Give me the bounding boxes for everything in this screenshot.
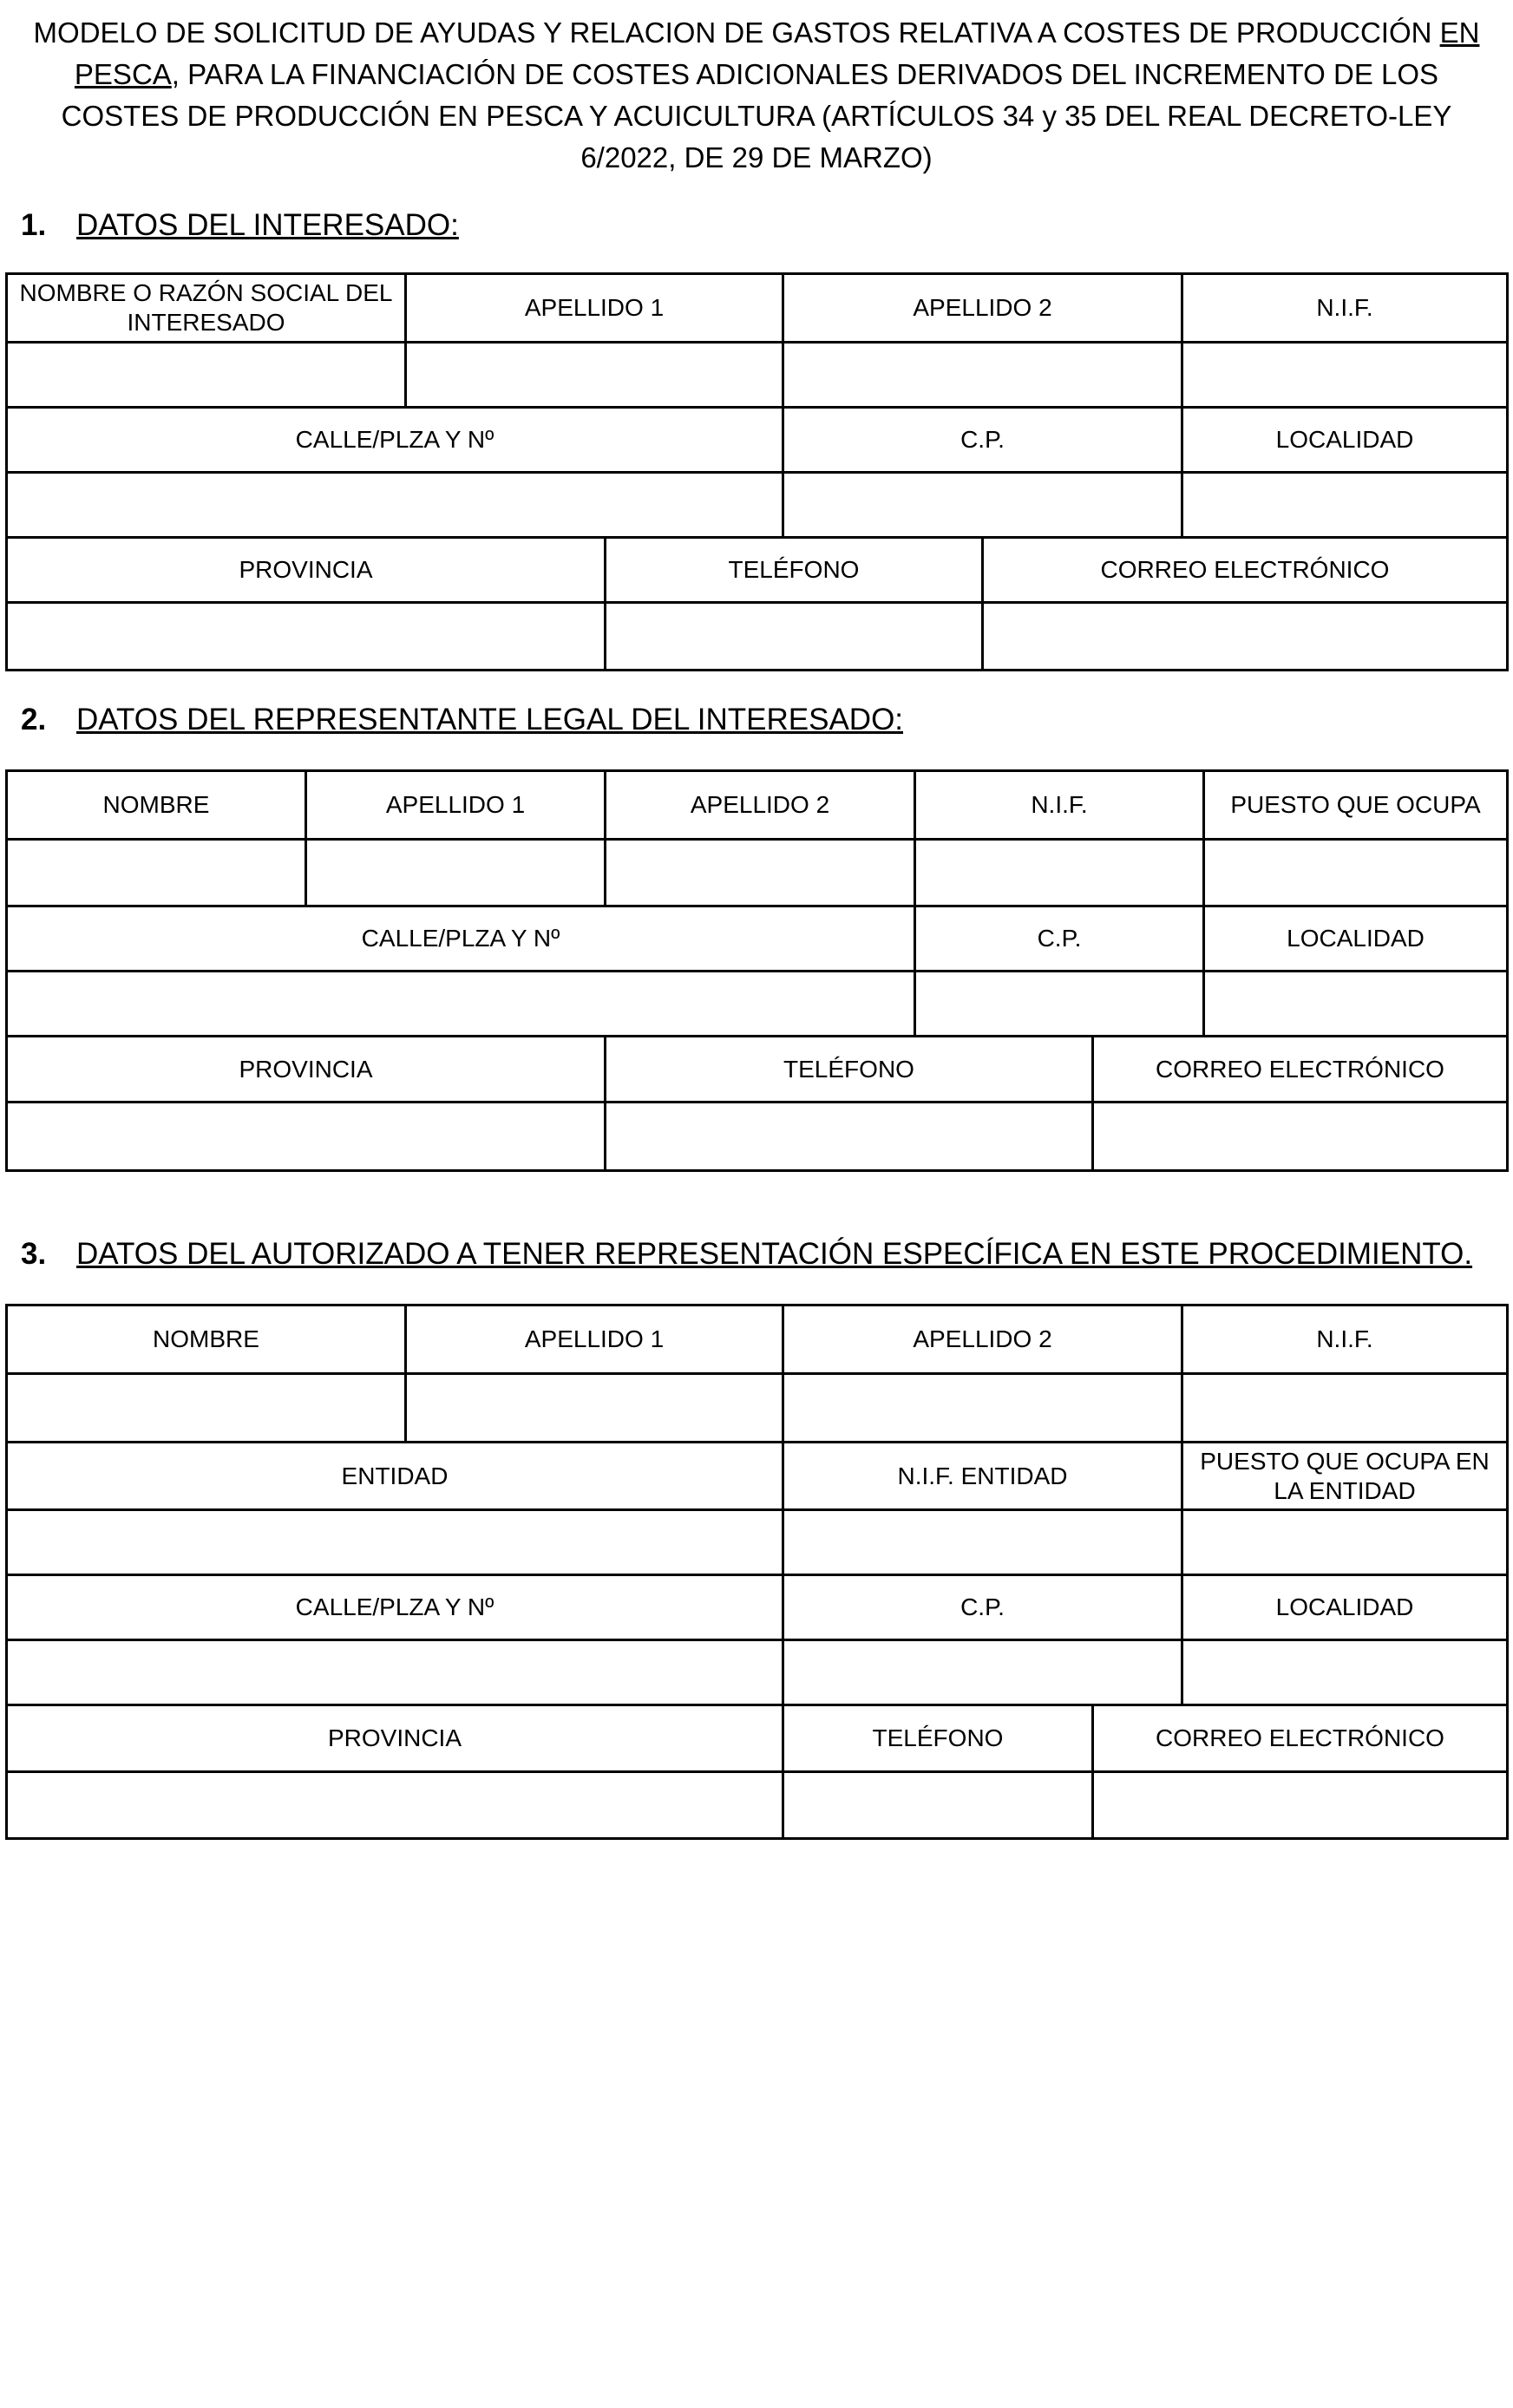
localidad-label: LOCALIDAD xyxy=(1183,409,1509,471)
apellido1-label: APELLIDO 1 xyxy=(407,275,784,341)
table-row xyxy=(8,604,1509,671)
nombre-label: NOMBRE xyxy=(8,772,307,838)
calle-field[interactable] xyxy=(8,1641,784,1704)
correo-label: CORREO ELECTRÓNICO xyxy=(1094,1037,1509,1101)
table-row xyxy=(8,1306,1509,1375)
table-row xyxy=(8,1443,1509,1511)
nif-label: N.I.F. xyxy=(1183,1306,1509,1372)
table-row xyxy=(8,1375,1509,1443)
provincia-field[interactable] xyxy=(8,1103,606,1169)
table-row xyxy=(8,1037,1509,1103)
localidad-label: LOCALIDAD xyxy=(1205,907,1509,970)
nif-label: N.I.F. xyxy=(916,772,1205,838)
apellido1-label: APELLIDO 1 xyxy=(307,772,606,838)
nombre-label: NOMBRE xyxy=(8,1306,407,1372)
calle-label: CALLE/PLZA Y Nº xyxy=(8,907,916,970)
puesto-entidad-field[interactable] xyxy=(1183,1511,1509,1574)
correo-field[interactable] xyxy=(1094,1773,1509,1837)
table-row xyxy=(8,1641,1509,1706)
table-row xyxy=(8,539,1509,604)
provincia-field[interactable] xyxy=(8,604,606,669)
telefono-label: TELÉFONO xyxy=(606,539,984,601)
cp-label: C.P. xyxy=(916,907,1205,970)
correo-label: CORREO ELECTRÓNICO xyxy=(984,539,1509,601)
section-1-table xyxy=(5,272,1509,671)
nif-entidad-field[interactable] xyxy=(784,1511,1183,1574)
provincia-field[interactable] xyxy=(8,1773,784,1837)
nif-field[interactable] xyxy=(1183,1375,1509,1441)
cp-label: C.P. xyxy=(784,1576,1183,1639)
table-row xyxy=(8,1706,1509,1773)
puesto-label: PUESTO QUE OCUPA xyxy=(1205,772,1509,838)
nombre-field[interactable] xyxy=(8,841,307,905)
telefono-field[interactable] xyxy=(606,604,984,669)
correo-field[interactable] xyxy=(984,604,1509,669)
calle-field[interactable] xyxy=(8,972,916,1035)
telefono-label: TELÉFONO xyxy=(784,1706,1094,1770)
localidad-field[interactable] xyxy=(1183,1641,1509,1704)
provincia-label: PROVINCIA xyxy=(8,539,606,601)
apellido1-field[interactable] xyxy=(307,841,606,905)
calle-label: CALLE/PLZA Y Nº xyxy=(8,1576,784,1639)
cp-field[interactable] xyxy=(784,474,1183,536)
table-row xyxy=(8,907,1509,972)
table-row xyxy=(8,409,1509,474)
apellido1-field[interactable] xyxy=(407,344,784,406)
nombre-razon-social-field[interactable] xyxy=(8,344,407,406)
table-row xyxy=(8,474,1509,539)
section-3-table xyxy=(5,1304,1509,1840)
correo-label: CORREO ELECTRÓNICO xyxy=(1094,1706,1509,1770)
nombre-field[interactable] xyxy=(8,1375,407,1441)
nif-field[interactable] xyxy=(1183,344,1509,406)
table-row xyxy=(8,972,1509,1037)
document-title: MODELO DE SOLICITUD DE AYUDAS Y RELACION DE GASTOS RELATIVA A COSTES DE PRODUCCIÓN EN PESCA, PARA LA FINANCIACIÓN DE COSTES ADICIONALES DERIVADOS DEL INCREMENTO DE LOS COSTES DE PRODUCCIÓN EN PESCA Y ACUICULTURA (ARTÍCULOS 34 y 35 DEL REAL DECRETO-LEY 6/2022, DE 29 DE MARZO) xyxy=(33,16,1480,173)
section-2-heading: 2. DATOS DEL REPRESENTANTE LEGAL DEL INTERESADO: xyxy=(21,703,904,736)
cp-field[interactable] xyxy=(784,1641,1183,1704)
section-1-heading: 1. DATOS DEL INTERESADO: xyxy=(21,208,459,242)
cp-label: C.P. xyxy=(784,409,1183,471)
nif-field[interactable] xyxy=(916,841,1205,905)
table-row xyxy=(8,1103,1509,1172)
table-row xyxy=(8,841,1509,907)
telefono-label: TELÉFONO xyxy=(606,1037,1094,1101)
entidad-label: ENTIDAD xyxy=(8,1443,784,1508)
localidad-field[interactable] xyxy=(1183,474,1509,536)
puesto-entidad-label: PUESTO QUE OCUPA EN LA ENTIDAD xyxy=(1183,1443,1509,1508)
apellido1-field[interactable] xyxy=(407,1375,784,1441)
table-row xyxy=(8,772,1509,841)
section-3-heading: 3. DATOS DEL AUTORIZADO A TENER REPRESENTACIÓN ESPECÍFICA EN ESTE PROCEDIMIENTO. xyxy=(21,1237,1473,1271)
apellido2-label: APELLIDO 2 xyxy=(784,275,1183,341)
table-row xyxy=(8,1511,1509,1576)
localidad-label: LOCALIDAD xyxy=(1183,1576,1509,1639)
table-row xyxy=(8,1576,1509,1641)
entidad-field[interactable] xyxy=(8,1511,784,1574)
localidad-field[interactable] xyxy=(1205,972,1509,1035)
correo-field[interactable] xyxy=(1094,1103,1509,1169)
provincia-label: PROVINCIA xyxy=(8,1706,784,1770)
cp-field[interactable] xyxy=(916,972,1205,1035)
table-row xyxy=(8,344,1509,409)
apellido2-label: APELLIDO 2 xyxy=(606,772,916,838)
apellido2-field[interactable] xyxy=(606,841,916,905)
nombre-razon-social-label: NOMBRE O RAZÓN SOCIAL DEL INTERESADO xyxy=(8,275,407,341)
table-row xyxy=(8,1773,1509,1840)
calle-label: CALLE/PLZA Y Nº xyxy=(8,409,784,471)
apellido2-label: APELLIDO 2 xyxy=(784,1306,1183,1372)
calle-field[interactable] xyxy=(8,474,784,536)
nif-entidad-label: N.I.F. ENTIDAD xyxy=(784,1443,1183,1508)
provincia-label: PROVINCIA xyxy=(8,1037,606,1101)
puesto-field[interactable] xyxy=(1205,841,1509,905)
apellido2-field[interactable] xyxy=(784,1375,1183,1441)
apellido2-field[interactable] xyxy=(784,344,1183,406)
telefono-field[interactable] xyxy=(784,1773,1094,1837)
section-2-table xyxy=(5,769,1509,1172)
table-row xyxy=(8,275,1509,344)
telefono-field[interactable] xyxy=(606,1103,1094,1169)
apellido1-label: APELLIDO 1 xyxy=(407,1306,784,1372)
nif-label: N.I.F. xyxy=(1183,275,1509,341)
